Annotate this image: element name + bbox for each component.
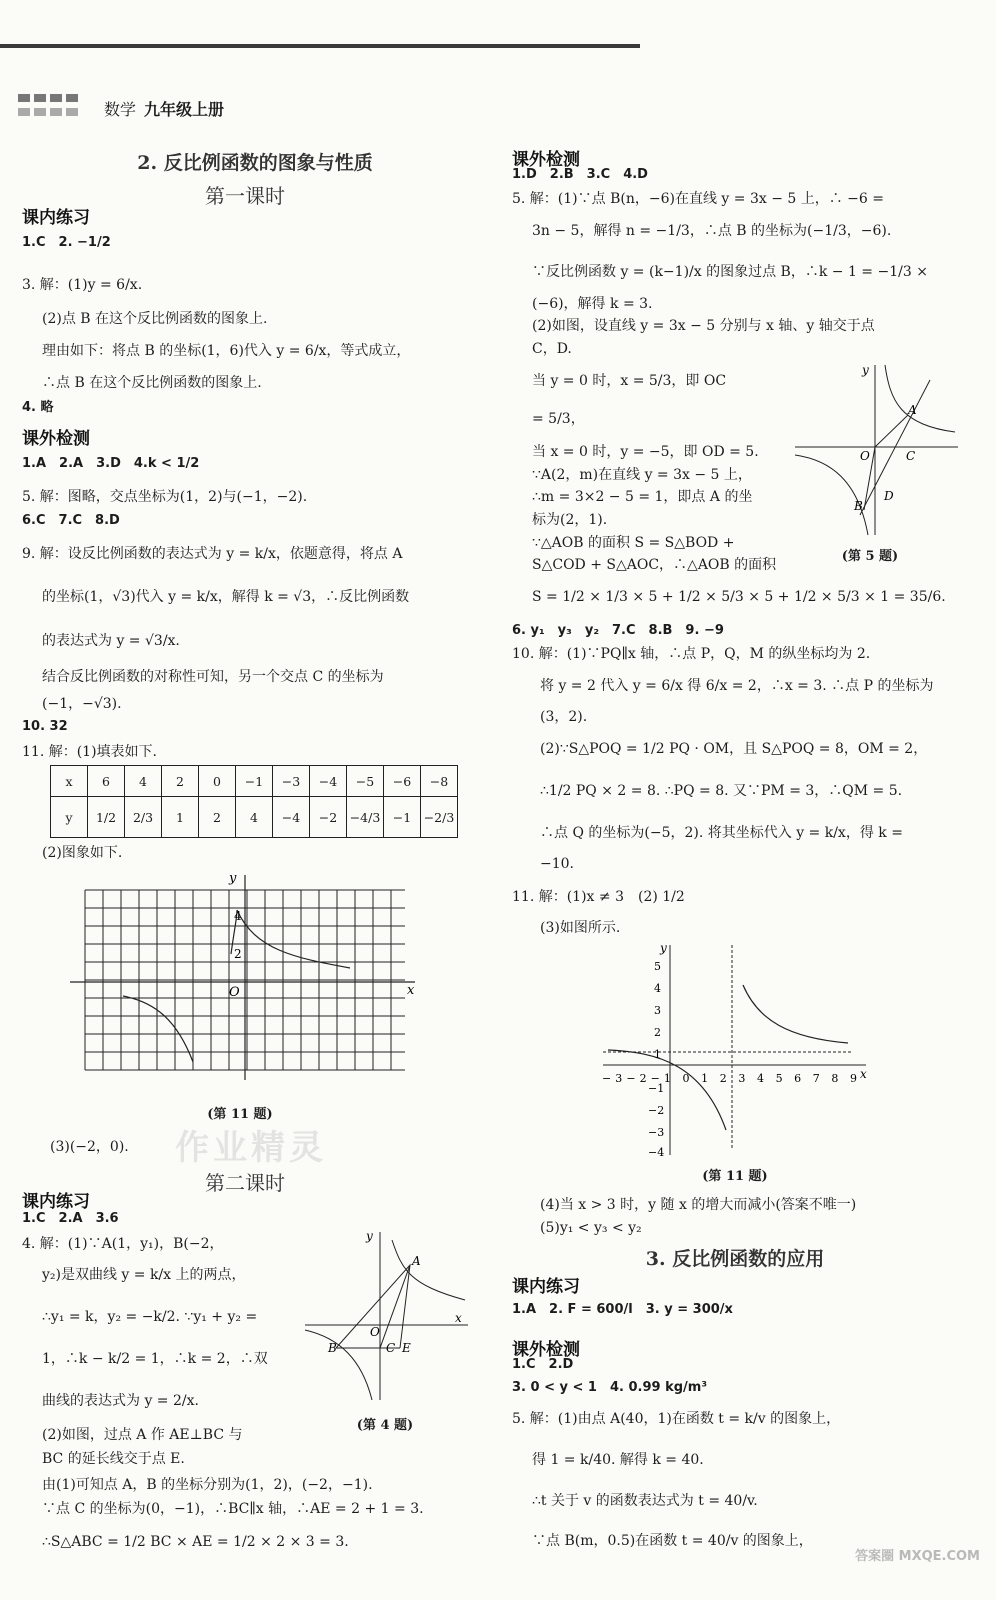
answer-line: 1，∴k − k/2 = 1，∴k = 2，∴双 (42, 1351, 268, 1367)
answer-line: 3. 0 < y < 1 4. 0.99 kg/m³ (512, 1380, 708, 1395)
page-header (104, 97, 224, 120)
table-cell: −6 (384, 766, 421, 797)
table-cell: 2 (162, 766, 199, 797)
tick-label: 2 (234, 947, 242, 961)
answer-line: 将 y = 2 代入 y = 6/x 得 6/x = 2，∴x = 3. ∴点 P 的坐标为 (540, 678, 934, 694)
heading-extra-check: 课外检测 (512, 1340, 580, 1360)
answer-line: 4. 解：(1)∵A(1，y₁)，B(−2， (22, 1236, 224, 1252)
table-cell: −2/3 (421, 797, 458, 838)
table-cell: y (51, 797, 88, 838)
answer-line: 当 y = 0 时，x = 5/3，即 OC (532, 373, 727, 389)
answer-line: 的表达式为 y = √3/x. (42, 633, 180, 649)
answer-line: 5. 解：(1)∵点 B(n，−6)在直线 y = 3x − 5 上，∴ −6 = (512, 191, 885, 207)
table-cell: 4 (125, 766, 162, 797)
tick-label-x: −3−2−1 0 1 2 3 4 5 6 7 8 9 (602, 1072, 857, 1085)
table-cell: −1 (384, 797, 421, 838)
header-grade: 九年级上册 (144, 100, 225, 119)
table-cell: −4/3 (347, 797, 384, 838)
answer-line: −10. (540, 856, 574, 872)
table-cell: −4 (273, 797, 310, 838)
answer-line: 得 1 = k/40. 解得 k = 40. (532, 1452, 704, 1468)
table-cell: 2 (199, 797, 236, 838)
answer-line: 3. 解：(1)y = 6/x. (22, 277, 143, 293)
origin-label: O (860, 449, 870, 463)
answer-line: (2)点 B 在这个反比例函数的图象上. (42, 311, 268, 327)
point-label-c: C (386, 1341, 396, 1355)
answer-line: (2)如图，设直线 y = 3x − 5 分别与 x 轴、y 轴交于点 (532, 318, 875, 334)
heading-class-practice: 课内练习 (512, 1277, 580, 1297)
answer-line: ∵△AOB 的面积 S = S△BOD + (532, 535, 735, 551)
answer-line: 4. 略 (22, 400, 54, 415)
answer-line: 11. 解：(1)填表如下. (22, 744, 157, 760)
point-label-d: D (884, 489, 894, 503)
answer-line: 结合反比例函数的对称性可知，另一个交点 C 的坐标为 (42, 669, 384, 685)
answer-line: (−1，−√3). (42, 696, 122, 712)
point-label-b: B (328, 1341, 337, 1355)
figure-11-graph (65, 870, 445, 1080)
table-cell: 2/3 (125, 797, 162, 838)
tick-label: 4 (654, 982, 661, 995)
table-cell: 0 (199, 766, 236, 797)
answer-line: BC 的延长线交于点 E. (42, 1451, 185, 1467)
axis-label-x: x (455, 1311, 462, 1325)
table-cell: 6 (88, 766, 125, 797)
watermark: 作业精灵 (175, 1128, 327, 1168)
table-cell: 1/2 (88, 797, 125, 838)
table-cell: 4 (236, 797, 273, 838)
tick-label: 5 (654, 960, 661, 973)
figure-caption: (第 5 题) (841, 549, 899, 564)
answer-line: 1.C 2.D (512, 1357, 574, 1372)
corner-watermark: 答案圈 MXQE.COM (855, 1549, 980, 1564)
lesson-2-title: 第二课时 (205, 1171, 285, 1195)
table-cell: −8 (421, 766, 458, 797)
figure-caption: (第 11 题) (702, 1169, 768, 1184)
answer-line: ∴点 Q 的坐标为(−5，2). 将其坐标代入 y = k/x，得 k = (540, 825, 903, 841)
answer-line: 理由如下：将点 B 的坐标(1，6)代入 y = 6/x，等式成立， (42, 343, 411, 359)
answer-line: 1.A 2. F = 600/l 3. y = 300/x (512, 1302, 733, 1317)
tick-label: 1 (654, 1048, 661, 1061)
answer-line: 曲线的表达式为 y = 2/x. (42, 1393, 199, 1409)
answer-line: 5. 解：图略，交点坐标为(1，2)与(−1，−2). (22, 489, 308, 505)
point-label-b: B (854, 499, 863, 513)
answer-line: ∴y₁ = k，y₂ = −k/2. ∵y₁ + y₂ = (42, 1309, 258, 1325)
axis-label-y: y (229, 871, 237, 886)
value-table (50, 765, 458, 838)
answer-line: 6. y₁ y₃ y₂ 7.C 8.B 9. −9 (512, 623, 724, 638)
tick-label: 2 (654, 1026, 661, 1039)
answer-line: 10. 解：(1)∵PQ∥x 轴，∴点 P，Q，M 的纵坐标均为 2. (512, 646, 871, 662)
answer-line: C，D. (532, 341, 572, 357)
table-cell: −1 (236, 766, 273, 797)
lesson-1-title: 第一课时 (205, 184, 285, 208)
table-row (51, 766, 458, 797)
answer-line: 1.C 2. −1/2 (22, 235, 111, 250)
figure-11b-graph (598, 940, 873, 1160)
figure-caption: (第 11 题) (207, 1107, 273, 1122)
answer-line: 由(1)可知点 A，B 的坐标分别为(1，2)，(−2，−1). (42, 1477, 373, 1493)
answer-line: 10. 32 (22, 719, 68, 734)
answer-line: (4)当 x > 3 时，y 随 x 的增大而减小(答案不唯一) (540, 1197, 857, 1213)
answer-line: 1.A 2.A 3.D 4.k < 1/2 (22, 456, 200, 471)
answer-line: ∴S△ABC = 1/2 BC × AE = 1/2 × 2 × 3 = 3. (42, 1534, 349, 1550)
tick-label: −1 (648, 1082, 665, 1095)
axis-label-y: y (366, 1230, 373, 1243)
top-rule (0, 44, 640, 48)
answer-line: ∵A(2，m)在直线 y = 3x − 5 上， (532, 467, 752, 483)
answer-line: 11. 解：(1)x ≠ 3 (2) 1/2 (512, 889, 685, 905)
answer-line: (3)如图所示. (540, 920, 621, 936)
tick-label: −2 (648, 1104, 665, 1117)
axis-label-x: x (407, 983, 415, 998)
axis-label-y: y (862, 363, 869, 377)
axis-label-x: x (860, 1067, 867, 1081)
answer-line: ∵点 B(m，0.5)在函数 t = 40/v 的图象上， (532, 1533, 813, 1549)
answer-line: (2)∵S△POQ = 1/2 PQ · OM，且 S△POQ = 8，OM = 2， (540, 741, 928, 757)
table-cell: x (51, 766, 88, 797)
table-cell: −5 (347, 766, 384, 797)
answer-line: ∴t 关于 v 的函数表达式为 t = 40/v. (532, 1493, 758, 1509)
figure-4-graph (300, 1230, 470, 1405)
answer-line: (5)y₁ < y₃ < y₂ (540, 1220, 642, 1236)
tick-label: 4 (234, 909, 242, 923)
table-row (51, 797, 458, 838)
table-cell: −2 (310, 797, 347, 838)
section-title-2: 2. 反比例函数的图象与性质 (137, 152, 373, 174)
answer-line: 的坐标(1，√3)代入 y = k/x，解得 k = √3，∴反比例函数 (42, 589, 410, 605)
header-logo-icon (18, 94, 78, 118)
answer-line: ∵反比例函数 y = (k−1)/x 的图象过点 B，∴k − 1 = −1/3 × (532, 264, 928, 280)
answer-line: ∴m = 3×2 − 5 = 1，即点 A 的坐 (532, 489, 753, 505)
answer-line: ∵点 C 的坐标为(0，−1)，∴BC∥x 轴，∴AE = 2 + 1 = 3. (42, 1501, 424, 1517)
answer-line: ∴点 B 在这个反比例函数的图象上. (42, 375, 262, 391)
answer-line: (2)如图，过点 A 作 AE⊥BC 与 (42, 1427, 243, 1443)
answer-line: y₂)是双曲线 y = k/x 上的两点， (42, 1267, 246, 1283)
answer-line: 3n − 5，解得 n = −1/3，∴点 B 的坐标为(−1/3，−6). (532, 223, 892, 239)
tick-label: −4 (648, 1146, 665, 1159)
origin-label: O (370, 1325, 380, 1339)
answer-line: ∴1/2 PQ × 2 = 8. ∴PQ = 8. 又∵PM = 3，∴QM = 5. (540, 783, 903, 799)
origin-label: O (229, 985, 240, 1000)
answer-line: (3)(−2，0). (50, 1139, 129, 1155)
tick-label: 3 (654, 1004, 661, 1017)
answer-line: (2)图象如下. (42, 845, 123, 861)
point-label-c: C (906, 449, 916, 463)
answer-line: 1.C 2.A 3.6 (22, 1211, 119, 1226)
heading-extra-check: 课外检测 (22, 429, 90, 449)
header-subject: 数学 (104, 100, 137, 119)
figure-5-graph (790, 360, 960, 540)
answer-line: = 5/3， (532, 411, 585, 427)
table-cell: 1 (162, 797, 199, 838)
answer-line: (−6)，解得 k = 3. (532, 296, 653, 312)
answer-line: 当 x = 0 时，y = −5，即 OD = 5. (532, 444, 759, 460)
answer-line: S△COD + S△AOC，∴△AOB 的面积 (532, 557, 777, 573)
figure-caption: (第 4 题) (356, 1418, 414, 1433)
heading-class-practice: 课内练习 (22, 1192, 90, 1212)
axis-label-y: y (660, 941, 667, 955)
point-label-e: E (402, 1341, 411, 1355)
answer-line: S = 1/2 × 1/3 × 5 + 1/2 × 5/3 × 5 + 1/2 × 5/3 × 1 = 35/6. (532, 589, 946, 605)
tick-label: −3 (648, 1126, 665, 1139)
heading-class-practice: 课内练习 (22, 208, 90, 228)
answer-line: 5. 解：(1)由点 A(40，1)在函数 t = k/v 的图象上， (512, 1411, 841, 1427)
answer-line: 9. 解：设反比例函数的表达式为 y = k/x，依题意得，将点 A (22, 546, 403, 562)
answer-line: 6.C 7.C 8.D (22, 513, 120, 528)
section-title-3: 3. 反比例函数的应用 (645, 1248, 825, 1270)
point-label-a: A (908, 403, 917, 417)
answer-line: (3，2). (540, 709, 588, 725)
table-cell: −3 (273, 766, 310, 797)
heading-extra-check: 课外检测 (512, 150, 580, 170)
answer-line: 1.D 2.B 3.C 4.D (512, 167, 648, 182)
point-label-a: A (412, 1254, 421, 1268)
table-cell: −4 (310, 766, 347, 797)
answer-line: 标为(2，1). (532, 512, 608, 528)
